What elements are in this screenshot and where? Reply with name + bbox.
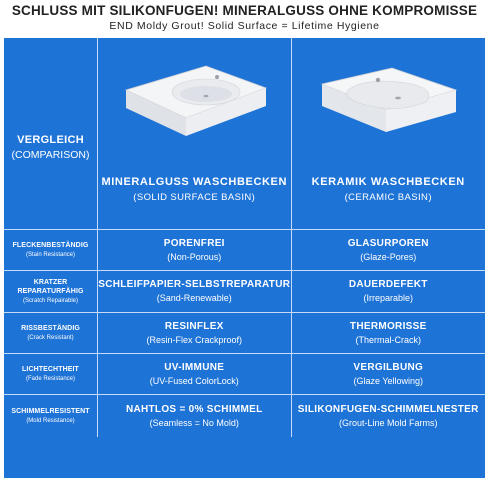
- cell-solid-mold: [98, 395, 292, 436]
- column-subtitle-ceramic: (CERAMIC BASIN): [344, 192, 432, 203]
- row-label-sub: (Crack Resistant): [27, 334, 74, 341]
- row-label-main: LICHTECHTHEIT: [22, 366, 79, 374]
- row-label-scratch: [4, 271, 98, 312]
- column-header-ceramic: [292, 38, 486, 230]
- cell-solid-crack: [98, 313, 292, 354]
- row-label-sub: (Mold Resistance): [26, 417, 75, 424]
- comparison-sublabel: (COMPARISON): [11, 149, 90, 161]
- cell-solid-scratch: [98, 271, 292, 312]
- cell-sub: (Glaze Yellowing): [353, 376, 424, 387]
- cell-ceramic-mold: [292, 395, 486, 436]
- cell-sub: (Thermal-Crack): [355, 334, 421, 345]
- row-label-main: KRATZER REPARATURFÄHIG: [17, 278, 84, 295]
- column-title-ceramic: KERAMIK WASCHBECKEN: [311, 176, 465, 188]
- cell-sub: (Non-Porous): [167, 252, 222, 263]
- cell-main: RESINFLEX: [164, 320, 224, 332]
- row-label-sub: (Scratch Repairable): [22, 297, 79, 304]
- cell-main: NAHTLOS = 0% SCHIMMEL: [125, 403, 263, 415]
- cell-sub: (Irreparable): [363, 293, 414, 304]
- row-label-fade: [4, 354, 98, 395]
- comparison-label: VERGLEICH: [17, 134, 84, 146]
- page-subtitle: END Moldy Grout! Solid Surface = Lifetime Hygiene: [109, 20, 380, 32]
- row-label-sub: (Fade Resistance): [25, 376, 76, 383]
- cell-sub: (Resin-Flex Crackproof): [146, 334, 243, 345]
- row-label-crack: [4, 313, 98, 354]
- cell-sub: (Seamless = No Mold): [149, 417, 239, 428]
- cell-sub: (UV-Fused ColorLock): [149, 376, 239, 387]
- cell-solid-stain: [98, 230, 292, 271]
- cell-ceramic-scratch: [292, 271, 486, 312]
- cell-main: PORENFREI: [163, 238, 225, 250]
- row-label-main: RISSBESTÄNDIG: [21, 324, 80, 332]
- cell-ceramic-stain: [292, 230, 486, 271]
- row-label-main: SCHIMMELRESISTENT: [11, 407, 90, 415]
- row-label-stain: [4, 230, 98, 271]
- cell-main: DAUERDEFEKT: [348, 279, 428, 291]
- column-title-solid-surface: MINERALGUSS WASCHBECKEN: [101, 176, 288, 188]
- cell-main: GLASURPOREN: [347, 238, 429, 250]
- cell-ceramic-fade: [292, 354, 486, 395]
- cell-sub: (Sand-Renewable): [156, 293, 232, 304]
- cell-main: UV-IMMUNE: [164, 362, 225, 374]
- row-label-mold: [4, 395, 98, 436]
- cell-main: SILIKONFUGEN-SCHIMMELNESTER: [297, 403, 479, 415]
- column-header-solid-surface: [98, 38, 292, 230]
- ceramic-basin-image: [308, 50, 468, 150]
- cell-main: VERGILBUNG: [353, 362, 424, 374]
- cell-sub: (Glaze-Pores): [360, 252, 417, 263]
- cell-ceramic-crack: [292, 313, 486, 354]
- page-title: SCHLUSS MIT SILIKONFUGEN! MINERALGUSS OHNE KOMPROMISSE: [11, 3, 478, 18]
- cell-sub: (Grout-Line Mold Farms): [338, 417, 438, 428]
- row-label-sub: (Stain Resistance): [25, 252, 76, 259]
- comparison-table: [4, 38, 485, 478]
- column-subtitle-solid-surface: (SOLID SURFACE BASIN): [133, 192, 256, 203]
- page-header: [0, 0, 489, 38]
- corner-cell: [4, 38, 98, 230]
- solid-surface-basin-image: [114, 50, 274, 150]
- cell-solid-fade: [98, 354, 292, 395]
- cell-main: SCHLEIFPAPIER-SELBSTREPARATUR: [98, 279, 291, 291]
- cell-main: THERMORISSE: [349, 320, 427, 332]
- row-label-main: FLECKENBESTÄNDIG: [12, 242, 89, 250]
